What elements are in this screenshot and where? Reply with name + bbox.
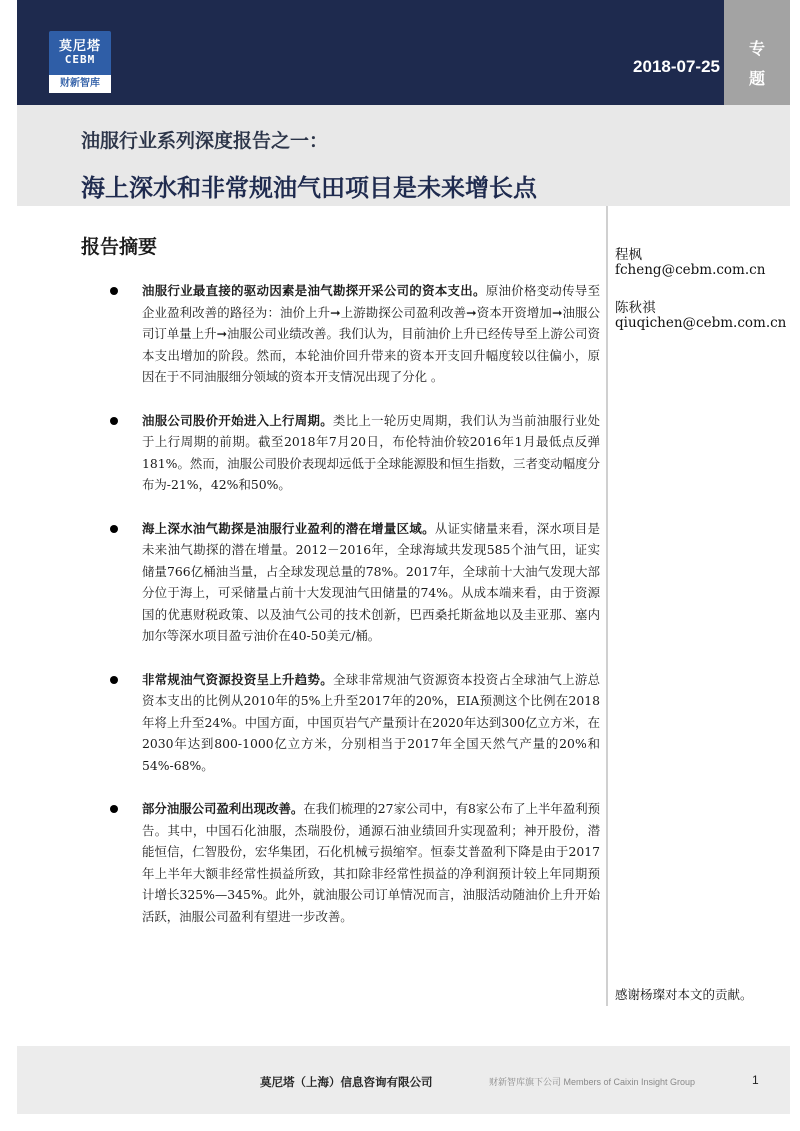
bullet-body: 在我们梳理的27家公司中，有8家公布了上半年盈利预告。其中，中国石化油服，杰瑞股份，通源石油业绩回升实现盈利；神开股份，潜能恒信，仁智股份，宏华集团，石化机械亏损缩窄。恒泰艾普盈利下降是由于2017年上半年大额非经常性损益所致，其扣除非经常性损益的净利润预计较上年同期预计增长325%—345%。此外，就油服公司订单情况而言，油服活动随油价上升开始活跃，油服公司盈利有望进一步改善。 bbox=[142, 801, 601, 924]
report-subtitle: 油服行业系列深度报告之一： bbox=[81, 130, 329, 152]
page-number: 1 bbox=[752, 1073, 759, 1087]
column-divider bbox=[606, 206, 608, 1006]
analyst-name: 陈秋祺 bbox=[615, 300, 656, 316]
bullet-dot-icon bbox=[110, 525, 118, 533]
report-date: 2018-07-25 bbox=[633, 57, 720, 76]
report-type-tag bbox=[724, 0, 790, 105]
logo-text-top: 莫尼塔 bbox=[58, 39, 101, 54]
report-title: 海上深水和非常规油气田项目是未来增长点 bbox=[81, 174, 537, 202]
report-header bbox=[0, 0, 800, 105]
summary-heading: 报告摘要 bbox=[81, 236, 158, 258]
footer-company: 莫尼塔（上海）信息咨询有限公司 bbox=[260, 1075, 433, 1089]
bullet-dot-icon bbox=[110, 287, 118, 295]
footer-caixin: 财新智库旗下公司 Members of Caixin Insight Group bbox=[489, 1077, 696, 1087]
bullet-dot-icon bbox=[110, 676, 118, 684]
bullet-lead: 油服公司股价开始进入上行周期。 bbox=[142, 412, 333, 428]
bullet-dot-icon bbox=[110, 417, 118, 425]
logo-text-mid: CEBM bbox=[64, 53, 96, 66]
bullet-body: 从证实储量来看，深水项目是未来油气勘探的潜在增量。2012－2016年，全球海域共发现585个油气田，证实储量766亿桶油当量，占全球发现总量的78%。2017年，全球前十大油气发现大部分位于海上，可采储量占前十大发现油气田储量的74%。从成本端来看，由于资源国的优惠财税政策、以及油气公司的技术创新，巴西桑托斯盆地以及圭亚那、塞内加尔等深水项目盈亏油价在40-50美元/桶。 bbox=[142, 520, 601, 643]
cebm-logo bbox=[49, 31, 111, 93]
bullet-body: 原油价格变动传导至企业盈利改善的路径为：油价上升➞上游勘探公司盈利改善➞资本开资增加➞油服公司订单量上升➞油服公司业绩改善。我们认为，目前油价上升已经传导至上游公司资本支出增加的阶段。然而，本轮油价回升带来的资本开支回升幅度较以往偏小，原因在于不同油服细分领域的资本开支情况出现了分化 。 bbox=[142, 283, 601, 384]
acknowledgement: 感谢杨璨对本文的贡献。 bbox=[615, 987, 753, 1002]
header-banner bbox=[17, 0, 724, 105]
summary-bullet bbox=[100, 518, 600, 647]
bullet-dot-icon bbox=[110, 805, 118, 813]
summary-bullet bbox=[100, 280, 600, 388]
analyst-email[interactable]: qiuqichen@cebm.com.cn bbox=[615, 315, 787, 331]
bullet-body: 全球非常规油气资源资本投资占全球油气上游总资本支出的比例从2010年的5%上升至2017年的20%，EIA预测这个比例在2018年将上升至24%。中国方面，中国页岩气产量预计在2020年达到300亿立方米，在2030年达到800-1000亿立方米，分别相当于2017年全国天然气产量的20%和54%-68%。 bbox=[142, 671, 601, 773]
summary-bullet bbox=[100, 410, 600, 496]
analyst-name: 程枫 bbox=[615, 247, 642, 263]
bullet-lead: 部分油服公司盈利出现改善。 bbox=[142, 801, 304, 816]
bullet-lead: 油服行业最直接的驱动因素是油气勘探开采公司的资本支出。 bbox=[142, 283, 486, 298]
analyst-email[interactable]: fcheng@cebm.com.cn bbox=[615, 262, 766, 278]
summary-bullet bbox=[100, 669, 600, 777]
bullet-lead: 非常规油气资源投资呈上升趋势。 bbox=[142, 671, 333, 687]
tag-line-1: 专 bbox=[748, 39, 765, 58]
bullet-lead: 海上深水油气勘探是油服行业盈利的潜在增量区域。 bbox=[142, 520, 435, 536]
summary-bullet bbox=[100, 798, 600, 927]
tag-line-2: 题 bbox=[748, 69, 765, 88]
logo-text-bottom: 财新智库 bbox=[49, 75, 111, 93]
bullet-body: 类比上一轮历史周期，我们认为当前油服行业处于上行周期的前期。截至2018年7月20日，布伦特油价较2016年1月最低点反弹181%。然而，油服公司股价表现却远低于全球能源股和恒生指数，三者变动幅度分布为-21%，42%和50%。 bbox=[142, 412, 601, 492]
summary-bullets bbox=[100, 280, 600, 949]
